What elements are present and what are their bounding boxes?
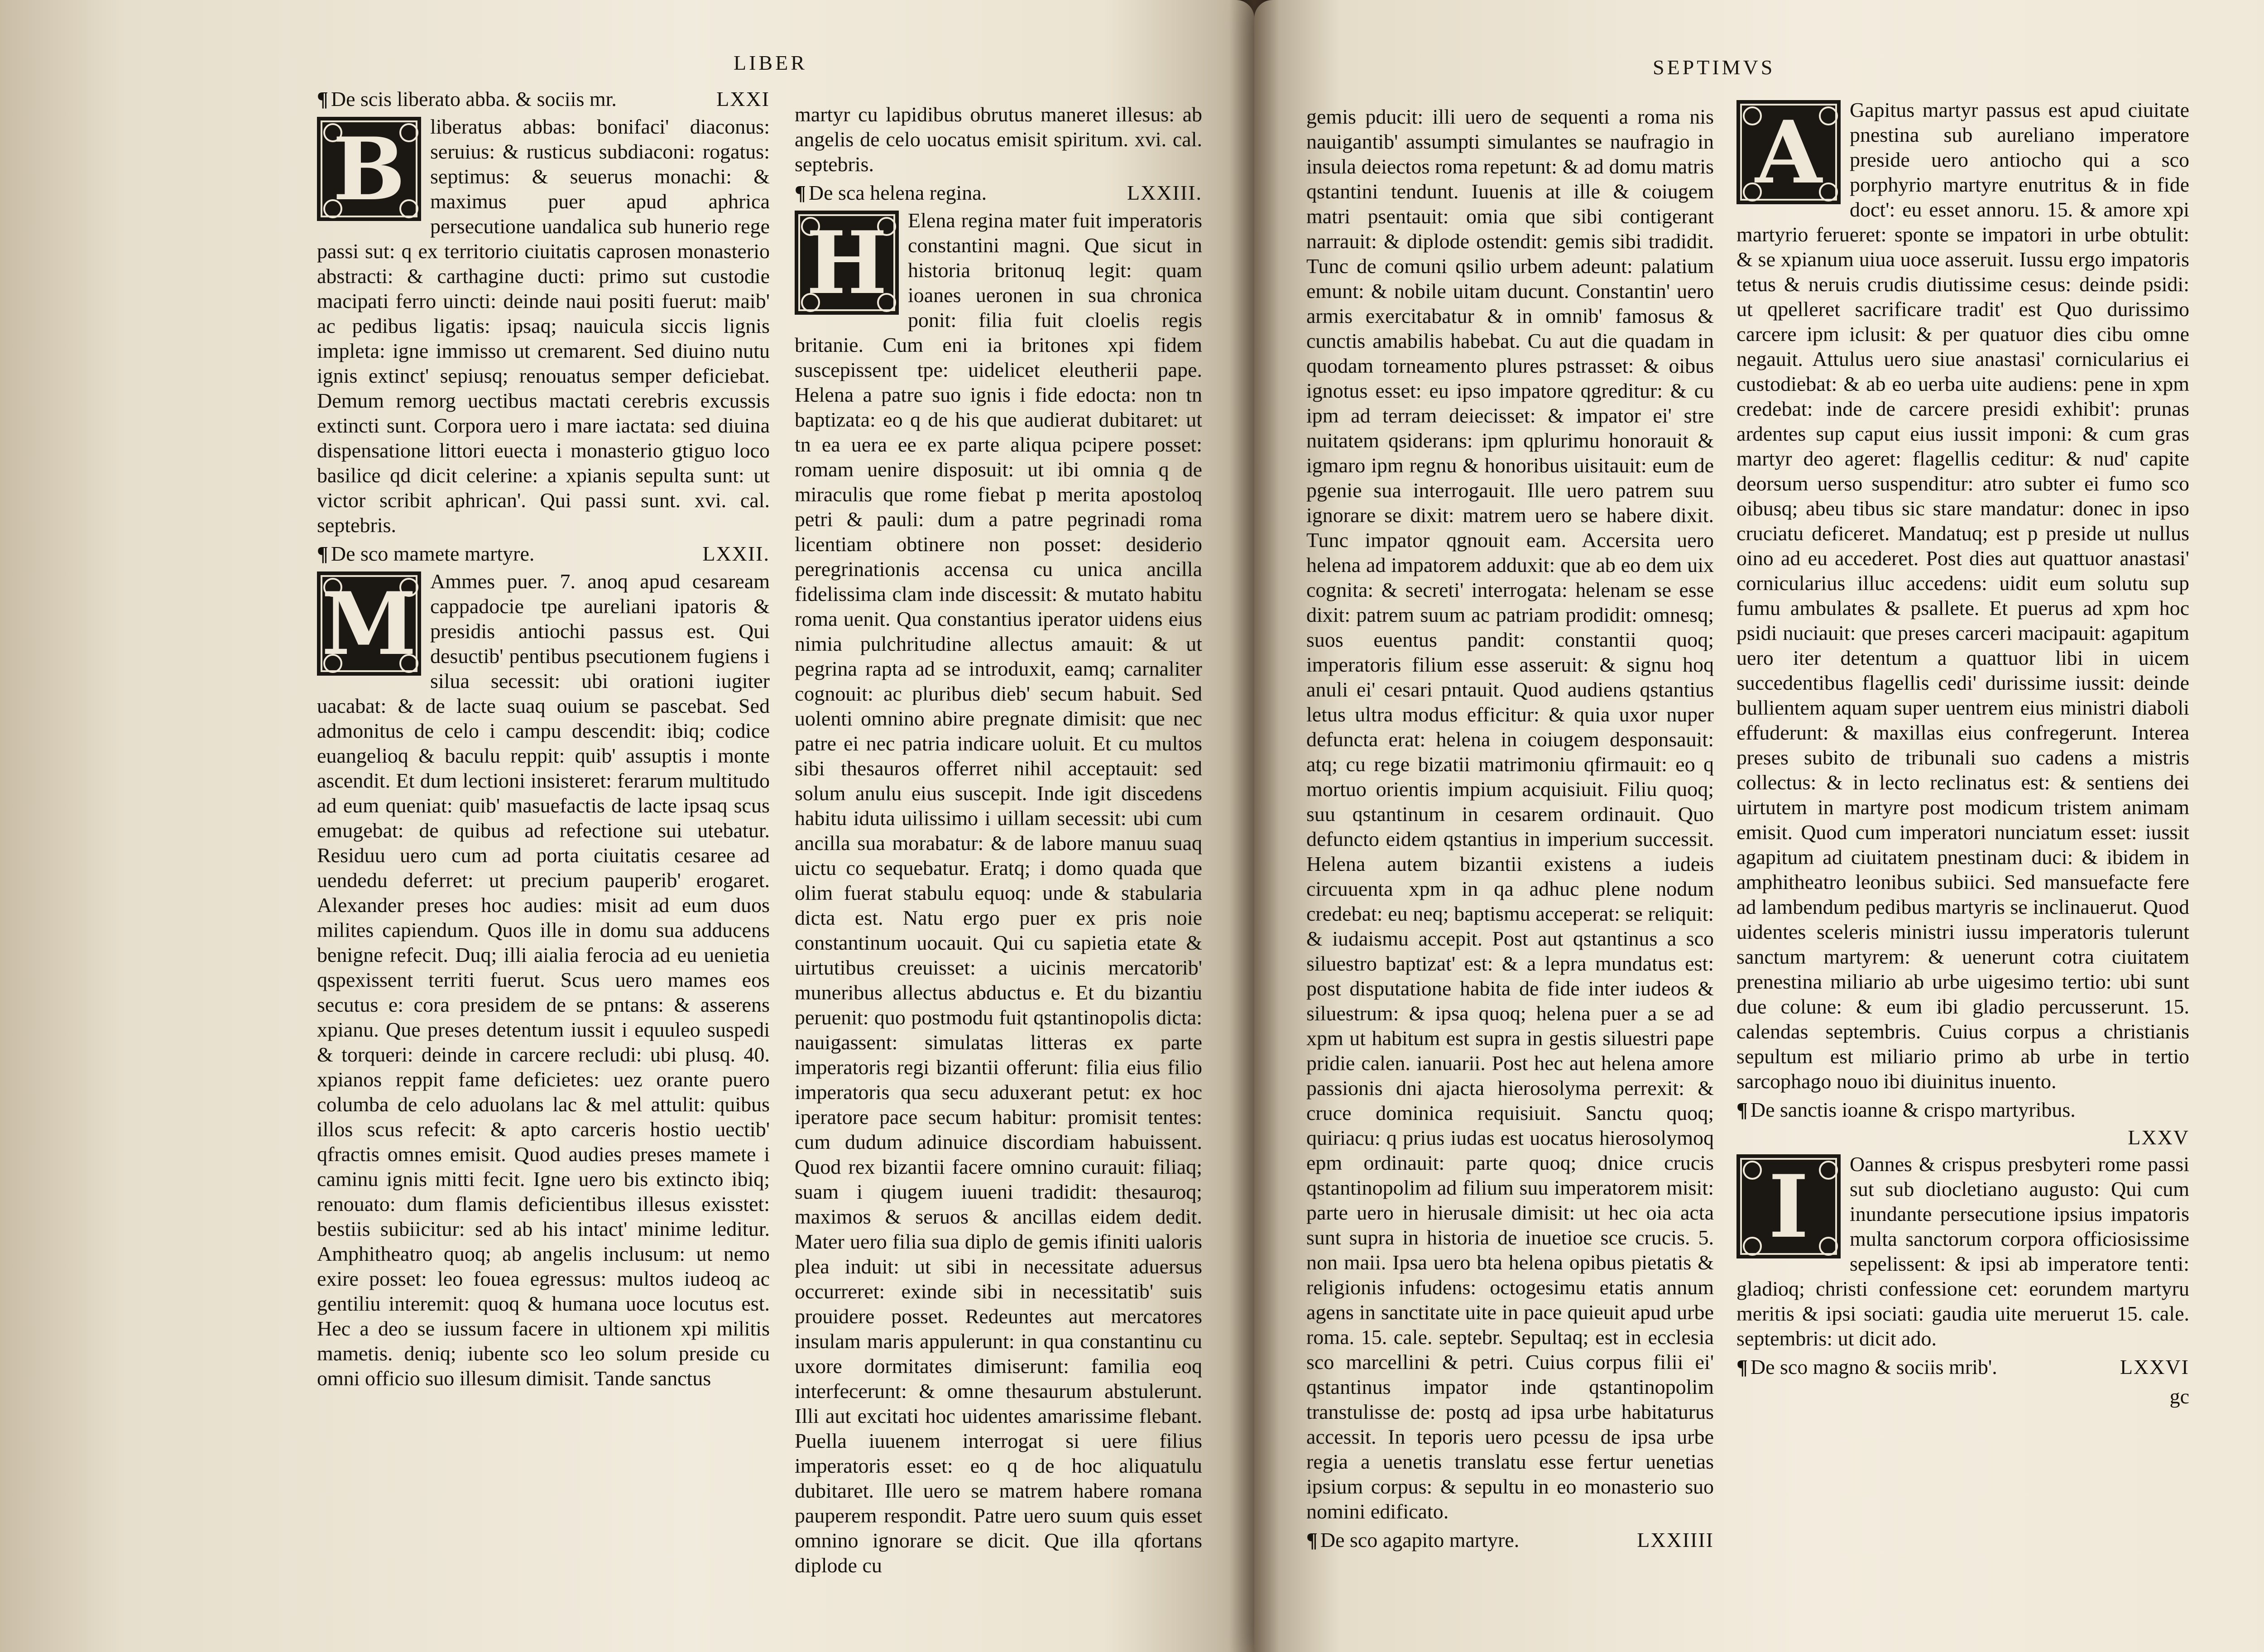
chapter-title: [317, 541, 534, 566]
chapter-title: [1736, 1097, 2076, 1122]
ornament-rosette-icon: [877, 217, 896, 236]
chapter-title: [795, 180, 987, 205]
ornament-rosette-icon: [1819, 106, 1838, 125]
chapter-number: LXXI: [716, 87, 770, 110]
ornament-rosette-icon: [323, 578, 342, 597]
column-1: [317, 84, 770, 1394]
ornament-rosette-icon: [399, 123, 418, 142]
pilcrow-icon: ¶: [795, 181, 806, 204]
initial-letter: A: [1755, 101, 1822, 203]
chapter-number: LXXII.: [702, 542, 770, 565]
chapter-title-text: De scis liberato abba. & sociis mr.: [331, 87, 617, 110]
ornament-rosette-icon: [801, 217, 820, 236]
ornament-rosette-icon: [323, 199, 342, 218]
chapter-text: Oannes & crispus presbyteri rome passi sut sub diocletiano augusto: Qui cum inundante persecutione ipsius impatoris multa sanctorum corpora officiosissime sepelissent: & ipsi ab imperatore tenti: gladioq; christi confessione cet: eorundem martyru meritis & ipsi sociati: gaudia uite meruerut 15. cale. septembris: ut dicit ado.: [1736, 1153, 2189, 1350]
ornament-rosette-icon: [399, 578, 418, 597]
chapter-text: liberatus abbas: bonifaci' diaconus: seruius: & rusticus subdiaconi: rogatus: septimus: & seuerus monachi: & maximus puer apud aphrica persecutione uandalica sub hunerio rege passi sut: q ex territorio ciuitatis caprosen monasterio abstracti: & carthagine ducti: primo sut custodie macipati ferro uincti: deinde naui positi fuerut: maib' ac pedibus ligatis: ipsaq; nauicula siccis lignis impleta: igne immisso ut cremarent. Sed diuino nutu ignis extinct' sepiusq; renouatus semper deficiebat. Demum remorg uectibus mactati cerebris excussis extincti sunt. Corpora uero i mare iactata: sed diuina dispensatione littori euecta i monasterio gtiguo loco basilice qd dicit celerine: a xpianis sepulta sunt: ut victor scribit aphrican'. Qui passi sunt. xvi. cal. septebris.: [317, 115, 770, 537]
ornament-rosette-icon: [1819, 182, 1838, 202]
decorated-initial: [1736, 1154, 1841, 1258]
chapter-title-text: De sanctis ioanne & crispo martyribus.: [1750, 1098, 2076, 1121]
chapter-heading-76: [1736, 1354, 2189, 1379]
pilcrow-icon: ¶: [1736, 1355, 1748, 1378]
ornament-rosette-icon: [1743, 1237, 1762, 1256]
ornament-rosette-icon: [323, 123, 342, 142]
chapter-text: martyr cu lapidibus obrutus maneret illesus: ab angelis de celo uocatus emisit spiritum. xvi. cal. septebris.: [795, 103, 1202, 176]
signature-mark: gc: [2169, 1385, 2189, 1408]
chapter-heading-75: [1736, 1097, 2189, 1122]
ornament-rosette-icon: [1819, 1161, 1838, 1180]
chapter-title-text: De sco mamete martyre.: [331, 542, 535, 565]
chapter-text: gemis pducit: illi uero de sequenti a roma nis nauigantib' assumpti simulantes se naufragio in insula deiectos roma repetunt: & ad domu matris qstantini tendunt. Iuuenis at ille & coiugem matri psentauit: omia que sibi contigerant narrauit: & diplode ostendit: gemis sibi tradidit. Tunc de comuni qsilio urbem adeunt: palatium emunt: & nobile uitam ducunt. Constantin' uero armis exercitabatur & in omnib' famosus & cunctis amabilis habebat. Cu aut die quadam in quodam torneamento plures pstrasset: & oibus ignotus esset: eu ipso impatore qgreditur: & cu ipm ad terram deiecisset: & impator ei' stre nuitatem qsiderans: ipm qplurimu honorauit & igmaro ipm regnu & honoribus uisitauit: eum de pgenie sua interrogauit. Ille uero patrem suu ignorare se dixit: matrem uero se habere dixit. Tunc impator qgnouit eam. Accersita uero helena ad impatorem adduxit: que ab eo dem uix cognita: & secreti' interrogata: helenam se esse dixit: patrem suum ac patriam prodidit: omnesq; suos euentus pandit: constantii quoq; imperatoris filium esse asseruit: & signu hoq anuli ei' cesari pntauit. Quod audiens qstantius letus ultra modus efficitur: & quia uxor nuper defuncta erat: helena in coiugem desponsauit: atq; cu rege bizatii matrimoniu qfirmauit: eo q mortuo orientis impium acquisiuit. Filiu quoq; suu qstantinum in cesarem ordinauit. Quo defuncto eidem qstantius in imperium successit. Helena autem bizantii existens a iudeis circuuenta xpm in qa adhuc plene nodum credebat: eu neq; baptismu acceperat: se reliquit: & iudaismu accepit. Post aut qstantinus a sco siluestro baptizat' est: & a lepra mundatus est: post disputatione habita de fide inter iudeos & siluestrum: & ipsa quoq; helena puer a se ad xpm ut habitum est supra in gestis siluestri pape pridie calen. ianuarii. Post hec aut helena amore passionis dni ajacta hierosolyma perrexit: & cruce dominica requisiuit. Sanctu quoq; quiriacu: q prius iudas est uocatus hierosolymoq epm ordinauit: parte quoq; dnice crucis qstantinopolim ad filium suu imperatorem misit: parte uero in hierusale dimisit: ut hec oia acta sunt supra in historia de inuetioe sce crucis. 5. non maii. Ipsa uero bta helena opibus pietatis & religionis infudens: octogesimu etatis annum agens in sanctitate uite in pace quieuit apud urbe roma. 15. cale. septebr. Sepultaq; est in ecclesia sco marcellini & petri. Cuius corpus filii ei' qstantinus impator inde qstantinopolim transtulisse de: postq ad ipsa urbe habitaturus accessit. In teporis uero pcessu de ipsa urbe regia a uenetis translatu esse fertur uenetias ipsium corpus: & sepultu in eo monasterio suo nomini edificato.: [1306, 105, 1714, 1523]
chapter-heading-72: [317, 541, 770, 566]
column-3: [1306, 104, 1714, 1555]
pilcrow-icon: ¶: [1736, 1098, 1748, 1121]
chapter-title: [317, 86, 617, 111]
column-4: [1736, 97, 2189, 1409]
ornament-rosette-icon: [1743, 106, 1762, 125]
chapter-number: LXXIIII: [1637, 1528, 1714, 1551]
chapter-heading-71: [317, 86, 770, 111]
initial-letter: I: [1768, 1156, 1809, 1257]
chapter-heading-74: [1306, 1527, 1714, 1552]
chapter-title-text: De sca helena regina.: [808, 181, 987, 204]
chapter-number: LXXIII.: [1127, 181, 1202, 204]
decorated-initial: [795, 211, 899, 315]
chapter-heading-73: [795, 180, 1202, 205]
chapter-number: LXXV: [2128, 1126, 2189, 1149]
decorated-initial: [1736, 100, 1841, 204]
chapter-text: Gapitus martyr passus est apud ciuitate pnestina sub aureliano imperatore preside uero antiocho qui a sco porphyrio martyre enutritus & in fide doct': eu esset annoru. 15. & amore xpi martyrio ferueret: sponte se impatori in urbe obtulit: & se xpianum uiua uoce asseruit. Iussu ergo impatoris tetus & neruis crudis diutissime cesus: deinde psidi: ut qpelleret sacrificare tradit' est Quo durissimo carcere ipm iclusit: & per quatuor dies cibu omne negauit. Attulus uero siue anastasi' cornicularius ei custodiebat: & ab eo uerba uite audiens: pene in xpm credebat: inde de carcere presidi exhibit': prunas ardentes sup caput eius iussit imponi: & cum gras martyr deo ageret: flagellis ceditur: & nud' capite deorsum uerso suspenditur: atro subter ei fumo sco oibusq; abeu tibus sic stare mandatur: donec in ipso cruciatu deficeret. Mandatuq; est p preside ut nullus oino ad eu accederet. Post dies aut quattuor anastasi' cornicularius illuc accedens: uidit eum solutu sup fumu ambulates & psallete. Et puerus ad xpm hoc psidi nuciauit: que preses carceri macipauit: agapitum uero iter detentum a quattuor libi in uicem succedentibus flagellis cedi' durissime iussit: deinde bullientem aquam super uentrem eius ministri diaboli effuderunt: & maxillas eius confregerunt. Interea preses subito de tribunali suo cadens a mistris collectus: & in lecto reclinatus est: & sentiens dei uirtutem in martyre post modicum tristem animam emisit. Quod cum imperatori nunciatum esset: iussit agapitum ad ciuitatem pnestinam duci: & ibidem in amphitheatro leonibus subiici. Sed mansuefacte fere ad lambendum pedibus martyris se inclinauerut. Quod uidentes sceleris ministri iussu imperatoris tulerunt sanctum martyrem: & uenerunt cotra ciuitatem prenestina miliario ab urbe uigesimo tertio: ubi sunt due colune: & eum ibi gladio percusserunt. 15. calendas septembris. Cuius corpus a christianis sepultum est miliario primo ab urbe in tertio sarcophago nouo ibi diuinitus inuento.: [1736, 98, 2189, 1093]
ornament-rosette-icon: [1743, 182, 1762, 202]
ornament-rosette-icon: [399, 199, 418, 218]
chapter-text: Elena regina mater fuit imperatoris constantini magni. Que sicut in historia britonuq legit: quam ioanes ueronen in sua chronica ponit: filia fuit cloelis regis britanie. Cum eni ia britones xpi fidem suscepissent tpe: uidelicet eleutherii pape. Helena a patre suo ignis i fide edocta: non tn baptizata: eo q de his que audierat dubitaret: ut tn ea uera ee ex parte aliqua pcipere posset: romam uenire disposuit: ut ibi omnia q de miraculis que rome fiebat p merita apostoloq petri & pauli: dum a patre pegrinadi roma licentiam obtinere non posset: desiderio peregrinationis accensa cu unica ancilla fidelissima clam inde discessit: & mutato habitu roma uenit. Qua constantius iperator uidens eius nimia pulchritudine allectus amauit: & ut pegrina rapta ad se introduxit, eamq; carnaliter cognouit: ac pluribus dieb' secum habuit. Sed uolenti omnino abire pregnate dimisit: que nec patre ei nec patria indicare uoluit. Et cu multos sibi thesauros offerret nihil acceptauit: sed solum anulu eius suscepit. Inde igit discedens habitu iduta uilissimo i uillam secessit: ubi cum ancilla sua morabatur: & de labore manuu suaq uictu co sequebatur. Eratq; i domo quada que olim fuerat stabulu equoq: unde & stabularia dicta est. Natu ergo puer ex pris noie constantinum uocauit. Qui cu sapietia etate & uirtutibus creuisset: a uicinis mercatorib' muneribus allectus abductus e. Et du bizantiu peruenit: quo postmodu fuit qstantinopolis dicta: nauigassent: simulatas litteras ex parte imperatoris regi bizantii offerunt: filia eius filio imperatoris qua secu aduxerant petut: ex hoc iperatore pace secum habitur: promisit tentes: cum dudum adinuice discordiam habuissent. Quod rex bizantii facere omnino curauit: filiaq; suam i qiugem iuueni tradidit: thesauroq; maximos & seruos & ancillas eidem dedit. Mater uero filia sua diplo de gemis ifiniti ualoris plea induit: ut sibi in necessitate aduersus occurreret: exinde sibi in necessitatib' suis prouidere posset. Redeuntes aut mercatores insulam maris appulerunt: in qua constantinu cu uxore dormitates dimiserunt: familia eoq interfecerunt: & omne thesaurum abstulerunt. Illi aut excitati hoc uidentes amarissime flebant. Puella iuuenem interrogat si uere filius imperatoris esset: eo q de hoc aliquatulu dubitaret. Ille uero se matrem habere romana pauperem respondit. Patre uero suum quis esset omnino ignorare se dicit. Que illa qfortans diplode cu: [795, 209, 1202, 1577]
running-head-right: SEPTIMVS: [1653, 56, 1775, 79]
pilcrow-icon: ¶: [1306, 1528, 1318, 1551]
ornament-rosette-icon: [323, 654, 342, 673]
chapter-text: Ammes puer. 7. anoq apud cesaream cappadocie tpe aureliani ipatoris & presidis antiochi passus est. Qui desuctib' pentibus psecutionem fugiens i silua secessit: ubi orationi iugiter uacabat: & de lacte suaq ouium se pascebat. Sed admonitus de celo i campu descendit: ibiq; codice euangelioq & baculu reppit: quib' assuptis i monte ascendit. Et dum lectioni insisteret: ferarum multitudo ad eum queniat: quib' masuefactis de lacte ipsaq scus emugebat: de quibus ad refectione sui utebatur. Residuu uero cum ad porta ciuitatis cesaree ad uendedu deferret: ut precium pauperib' erogaret. Alexander preses hoc audies: misit ad eum duos milites capiendum. Quos ille in domu sua adducens benigne refecit. Duq; illi aialia ferocia ad eu uenietia qspexissent territi fuerut. Scus uero mames eos secutus e: cora presidem de se pntans: & asserens xpianu. Que preses detentum iussit i equuleo suspedi & torqueri: deinde in carcere recludi: ubi plusq. 40. xpianos reppit fame deficietes: uez orante puero columba de celo aduolans lac & mel attulit: quibus illos scus refecit: & apto carceris hostio uectib' qfractis omnes emisit. Quod audies preses mamete i caminu ignis mitti fecit. Igne uero bis extincto ibiq; renouato: dum flamis deficientibus illesus exisstet: bestiis subiicitur: sed ab his intact' minime leditur. Amphitheatro quoq; ab angelis inclusum: ut nemo exire posset: leo fouea egressus: multos iudeoq ac gentiliu interemit: quoq & humana uoce locutus est. Hec a deo se iussum facere in ultionem xpi militis mametis. deniq; iubente sco leo solum preside cu omni officio suo illesum dimisit. Tande sanctus: [317, 570, 770, 1390]
pilcrow-icon: ¶: [317, 87, 328, 110]
chapter-title-text: De sco agapito martyre.: [1320, 1528, 1520, 1551]
ornament-rosette-icon: [801, 293, 820, 312]
chapter-number: LXXVI: [2120, 1355, 2189, 1378]
ornament-rosette-icon: [877, 293, 896, 312]
running-head-left: LIBER: [734, 51, 807, 74]
pilcrow-icon: ¶: [317, 542, 328, 565]
initial-letter: B: [332, 118, 406, 220]
ornament-rosette-icon: [1743, 1161, 1762, 1180]
column-2: [795, 102, 1202, 1581]
initial-letter: H: [806, 212, 887, 313]
ornament-rosette-icon: [399, 654, 418, 673]
right-page: [1254, 0, 2264, 1652]
initial-letter: M: [321, 573, 417, 674]
ornament-rosette-icon: [1819, 1237, 1838, 1256]
chapter-title: [1306, 1527, 1519, 1552]
chapter-title-text: De sco magno & sociis mrib'.: [1750, 1355, 1997, 1378]
decorated-initial: [317, 117, 421, 221]
chapter-title: [1736, 1354, 1997, 1379]
decorated-initial: [317, 571, 421, 676]
